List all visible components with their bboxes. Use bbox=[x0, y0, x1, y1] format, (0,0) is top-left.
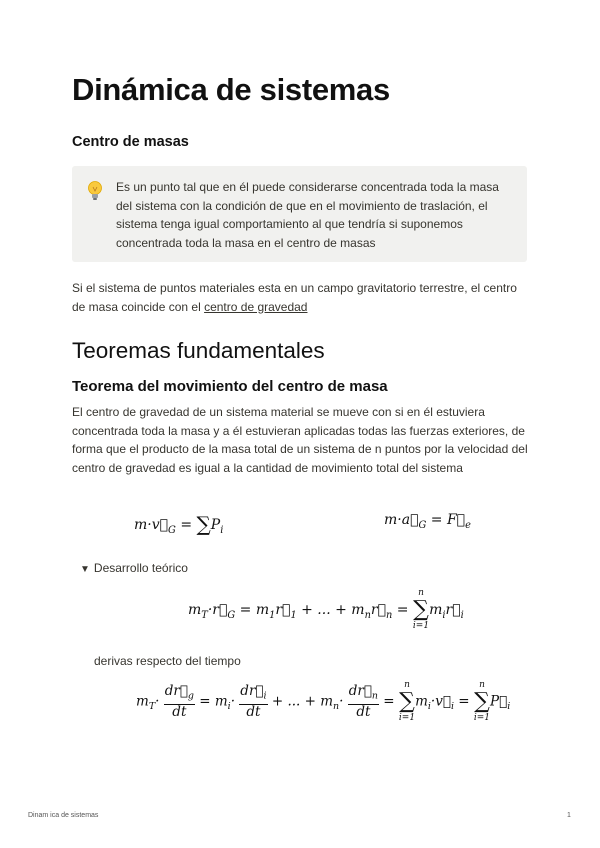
teorema-paragraph: El centro de gravedad de un sistema material se mueve con si en él estuviera concentrada toda la masa y a él estuvieran aplicadas todas las fuerzas exteriores, de forma que el producto de la masa total de un sistema de n puntos por la velocidad del centro de gravedad es igual a la cantidad de movimiento total del sistema bbox=[72, 405, 528, 475]
callout-box bbox=[72, 166, 527, 262]
callout-text: Es un punto tal que en él puede considerarse concentrada toda la masa del sistema con la condición de que en el movimiento de traslación, el sistema tenga igual comportamiento al que tendría si suponemos concentrada toda la masa en el centro de masas bbox=[116, 180, 499, 250]
toggle-desarrollo-teorico[interactable] bbox=[80, 561, 188, 575]
subheading-teorema-movimiento: Teorema del movimiento del centro de masa bbox=[72, 378, 388, 395]
lightbulb-icon bbox=[86, 180, 104, 202]
derive-text: derivas respecto del tiempo bbox=[94, 654, 241, 668]
equation-velocity-sum: $m_T\cdot$ $\frac{dr⃗_g}{dt}$ = $m_i\cdot$ $\frac{dr⃗_i}{dt}$ + ... + $m_n\cdot$ $\frac{dr⃗_n}{dt}$ = n ∑ i=1 $m_i\cdot v⃗_i$ = n ∑ i=1 $P⃗_i$ bbox=[136, 680, 511, 723]
gravity-paragraph-text: Si el sistema de puntos materiales esta en un campo gravitatorio terrestre, el centro de masa coincide con el bbox=[72, 281, 517, 314]
section-heading-centro-de-masas: Centro de masas bbox=[72, 134, 189, 150]
equation-position-sum: $m_T\cdot r⃗_G$ = $m_1r⃗_1$ + ... + $m_nr⃗_n$ = n ∑ i=1 $m_ir⃗_i$ bbox=[188, 588, 464, 631]
equation-force: $m\cdot a⃗_G$ = $F⃗_e$ bbox=[384, 512, 471, 531]
page-title: Dinámica de sistemas bbox=[72, 72, 390, 107]
section-heading-teoremas: Teoremas fundamentales bbox=[72, 338, 325, 363]
centro-de-gravedad-link[interactable]: centro de gravedad bbox=[204, 299, 308, 314]
footer-page-number: 1 bbox=[567, 812, 571, 819]
toggle-triangle-icon[interactable]: ▼ bbox=[80, 564, 90, 575]
gravity-paragraph bbox=[72, 279, 528, 316]
toggle-label: Desarrollo teórico bbox=[93, 561, 188, 575]
equation-momentum: $m\cdot v⃗_G = \sum P_i$ bbox=[134, 512, 224, 536]
footer-title: Dinam ica de sistemas bbox=[28, 812, 99, 819]
